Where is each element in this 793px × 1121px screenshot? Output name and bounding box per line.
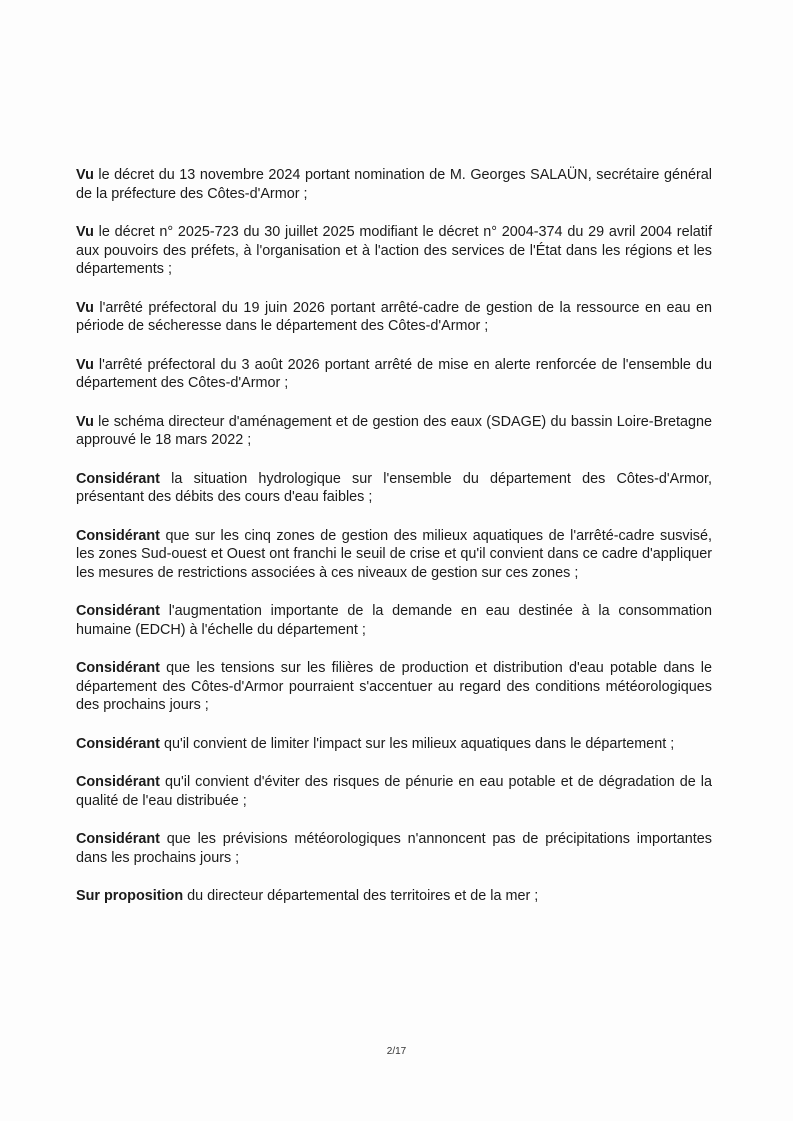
paragraph-considerant-1: [76, 470, 712, 507]
paragraph-considerant-4: [76, 659, 712, 715]
paragraph-vu-4: [76, 356, 712, 393]
paragraph-text: qu'il convient d'éviter des risques de pénurie en eau potable et de dégradation de la qualité de l'eau distribuée ;: [76, 774, 712, 809]
paragraph-text: que les tensions sur les filières de production et distribution d'eau potable dans le département des Côtes-d'Armor pourraient s'accentuer au regard des conditions météorologiques des prochains jours ;: [76, 660, 712, 713]
paragraph-lead: Vu: [76, 413, 94, 430]
paragraph-vu-3: [76, 299, 712, 336]
paragraph-text: le décret n° 2025-723 du 30 juillet 2025 modifiant le décret n° 2004-374 du 29 avril 2004 relatif aux pouvoirs des préfets, à l'organisation et à l'action des services de l'État dans les régions et les départements ;: [76, 224, 712, 277]
paragraph-text: l'arrêté préfectoral du 3 août 2026 portant arrêté de mise en alerte renforcée de l'ensemble du département des Côtes-d'Armor ;: [76, 356, 712, 391]
paragraph-vu-2: [76, 223, 712, 279]
paragraph-lead: Vu: [76, 167, 94, 183]
paragraph-sur-proposition: [76, 887, 712, 906]
page-number: 2/17: [386, 1046, 407, 1057]
paragraph-considerant-5: [76, 735, 712, 754]
paragraph-considerant-6: [76, 773, 712, 810]
paragraph-lead: Considérant: [76, 660, 160, 676]
paragraph-text: du directeur départemental des territoires et de la mer ;: [183, 888, 539, 904]
paragraph-considerant-3: [76, 602, 712, 639]
paragraph-considerant-7: [76, 830, 712, 867]
paragraph-considerant-2: [76, 527, 712, 583]
paragraph-text: la situation hydrologique sur l'ensemble du département des Côtes-d'Armor, présentant des débits des cours d'eau faibles ;: [76, 470, 712, 505]
document-body: [76, 166, 712, 926]
paragraph-vu-5: [76, 413, 712, 450]
paragraph-lead: Sur proposition: [76, 888, 184, 904]
paragraph-lead: Vu: [76, 299, 94, 316]
paragraph-text: que les prévisions météorologiques n'annoncent pas de précipitations importantes dans les prochains jours ;: [76, 831, 712, 866]
paragraph-text: qu'il convient de limiter l'impact sur les milieux aquatiques dans le département ;: [159, 735, 675, 752]
paragraph-text: l'arrêté préfectoral du 19 juin 2026 portant arrêté-cadre de gestion de la ressource en eau en période de sécheresse dans le département des Côtes-d'Armor ;: [76, 299, 712, 334]
paragraph-lead: Vu: [76, 356, 94, 373]
paragraph-lead: Considérant: [76, 735, 160, 752]
paragraph-lead: Considérant: [76, 774, 160, 790]
paragraph-text: le décret du 13 novembre 2024 portant nomination de M. Georges SALAÜN, secrétaire général de la préfecture des Côtes-d'Armor ;: [76, 167, 712, 202]
paragraph-lead: Considérant: [76, 603, 160, 619]
paragraph-lead: Considérant: [76, 527, 160, 544]
paragraph-text: l'augmentation importante de la demande en eau destinée à la consommation humaine (EDCH) à l'échelle du département ;: [76, 603, 712, 638]
paragraph-vu-1: [76, 166, 712, 203]
paragraph-lead: Considérant: [76, 831, 160, 847]
paragraph-text: que sur les cinq zones de gestion des milieux aquatiques de l'arrêté-cadre susvisé, les zones Sud-ouest et Ouest ont franchi le seuil de crise et qu'il convient dans ce cadre d'appliquer les mesures de restrictions associées à ces niveaux de gestion sur ces zones ;: [76, 527, 712, 581]
paragraph-lead: Considérant: [76, 470, 160, 487]
paragraph-lead: Vu: [76, 224, 94, 240]
paragraph-text: le schéma directeur d'aménagement et de gestion des eaux (SDAGE) du bassin Loire-Bretagne approuvé le 18 mars 2022 ;: [76, 413, 712, 448]
